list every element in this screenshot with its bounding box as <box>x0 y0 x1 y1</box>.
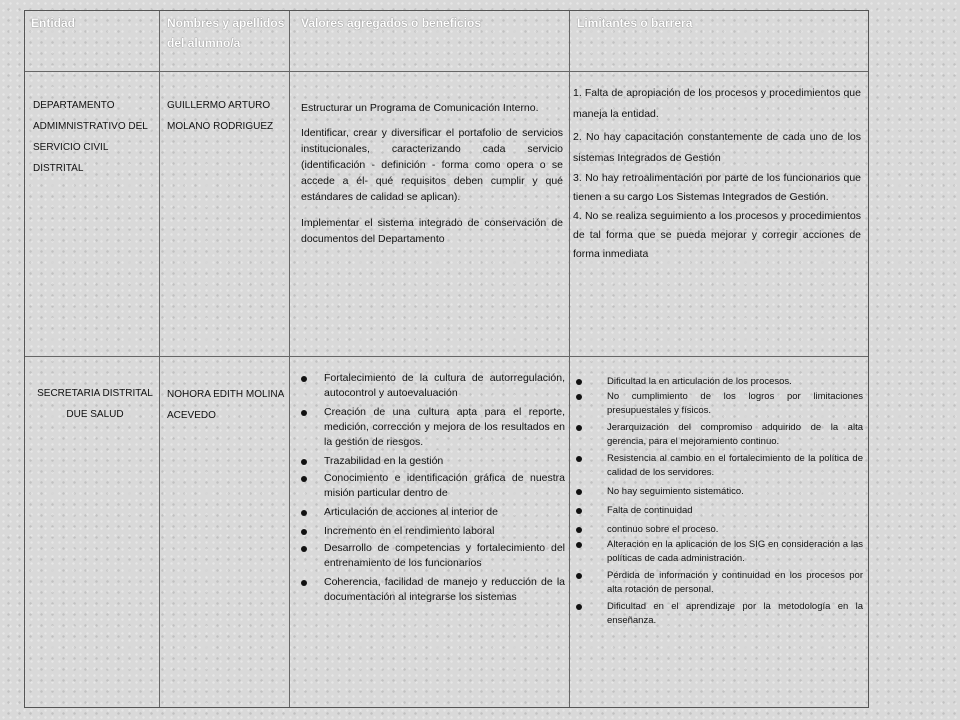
column-divider <box>569 11 570 707</box>
bullet-icon <box>301 376 307 382</box>
row2-limitante-item: continuo sobre el proceso. <box>573 523 863 537</box>
row2-limitante-item: Falta de continuidad <box>573 504 863 518</box>
row1-entidad: DEPARTAMENTO ADMIMNISTRATIVO DEL SERVICIO CIVIL DISTRITAL <box>33 100 148 174</box>
row1-alumno: GUILLERMO ARTURO MOLANO RODRIGUEZ <box>167 100 274 132</box>
row2-valor-item: Creación de una cultura apta para el reporte, medición, corrección y mejora de los resultados en la gestión de riesgos. <box>297 405 565 450</box>
row2-valor-item: Articulación de acciones al interior de <box>297 505 565 520</box>
row1-limitante-item: 1. Falta de apropiación de los procesos y procedimientos que maneja la entidad. <box>573 87 861 120</box>
bullet-icon <box>301 459 307 465</box>
header-alumno: Nombres y apellidos del alumno/a <box>167 16 285 50</box>
row2-valor-item: Fortalecimiento de la cultura de autorregulación, autocontrol y autoevaluación <box>297 371 565 401</box>
row1-valor-item: Implementar el sistema integrado de conservación de documentos del Departamento <box>301 217 563 245</box>
row2-alumno: NOHORA EDITH MOLINA ACEVEDO <box>167 389 284 421</box>
bullet-icon <box>576 425 582 431</box>
row1-limitante-item: 3. No hay retroalimentación por parte de los funcionarios que tienen a su cargo Los Sistemas Integrados de Gestión. <box>573 172 861 203</box>
row1-limitante-item: 4. No se realiza seguimiento a los procesos y procedimientos de tal forma que se pueda mejorar y corregir acciones de forma inmediata <box>573 210 861 260</box>
header-entidad: Entidad <box>31 16 75 30</box>
row-divider <box>25 356 868 357</box>
bullet-icon <box>576 508 582 514</box>
header-limitantes: Limitantes o barrera <box>577 16 693 30</box>
column-divider <box>289 11 290 707</box>
header-valores: Valores agregados o beneficios <box>301 16 482 30</box>
row1-limitantes <box>573 83 861 264</box>
bullet-icon <box>576 527 582 533</box>
bullet-icon <box>576 489 582 495</box>
row2-limitante-item: Dificultad en el aprendizaje por la metodología en la enseñanza. <box>573 600 863 628</box>
bullet-icon <box>301 546 307 552</box>
row2-limitante-item: Jerarquización del compromiso adquirido de la alta gerencia, para el mejoramiento continuo. <box>573 421 863 449</box>
bullet-icon <box>301 410 307 416</box>
bullet-icon <box>301 529 307 535</box>
bullet-icon <box>576 379 582 385</box>
bullet-icon <box>576 542 582 548</box>
row2-limitantes <box>573 375 863 628</box>
row2-valor-item: Coherencia, facilidad de manejo y reducción de la documentación al integrarse los sistemas <box>297 575 565 605</box>
row2-limitante-item: No hay seguimiento sistemático. <box>573 485 863 499</box>
bullet-icon <box>576 573 582 579</box>
row2-limitante-item: Dificultad la en articulación de los procesos. <box>573 375 863 389</box>
bullet-icon <box>301 476 307 482</box>
row2-valor-item: Conocimiento e identificación gráfica de nuestra misión particular dentro de <box>297 471 565 501</box>
row2-valor-item: Trazabilidad en la gestión <box>297 454 565 469</box>
row2-entidad: SECRETARIA DISTRITAL DUE SALUD <box>37 388 153 420</box>
bullet-icon <box>301 510 307 516</box>
bullet-icon <box>576 394 582 400</box>
row1-limitante-item: 2. No hay capacitación constantemente de cada uno de los sistemas Integrados de Gestión <box>573 131 861 164</box>
bullet-icon <box>301 580 307 586</box>
row1-valor-item: Identificar, crear y diversificar el portafolio de servicios institucionales, caracterizando cada servicio (identificación - definición - forma como opera o se accede a él- qué requisitos deben cumplir y qué estándares de calidad se aplican). <box>301 127 563 203</box>
column-divider <box>159 11 160 707</box>
row2-valor-item: Desarrollo de competencias y fortalecimiento del entrenamiento de los funcionarios <box>297 541 565 571</box>
bullet-icon <box>576 604 582 610</box>
row2-limitante-item: Resistencia al cambio en el fortalecimiento de la política de calidad de los servidores. <box>573 452 863 480</box>
row2-limitante-item: Pérdida de información y continuidad en los procesos por alta rotación de personal. <box>573 569 863 597</box>
row2-valor-item: Incremento en el rendimiento laboral <box>297 524 565 539</box>
row2-valores <box>297 371 565 605</box>
row1-valor-item: Estructurar un Programa de Comunicación Interno. <box>301 102 539 114</box>
row2-limitante-item: Alteración en la aplicación de los SIG en consideración a las políticas de cada administración. <box>573 538 863 566</box>
row2-limitante-item: No cumplimiento de los logros por limitaciones presupuestales y físicos. <box>573 390 863 418</box>
row-divider <box>25 71 868 72</box>
comparison-table <box>24 10 869 708</box>
row1-valores <box>301 97 563 247</box>
bullet-icon <box>576 456 582 462</box>
